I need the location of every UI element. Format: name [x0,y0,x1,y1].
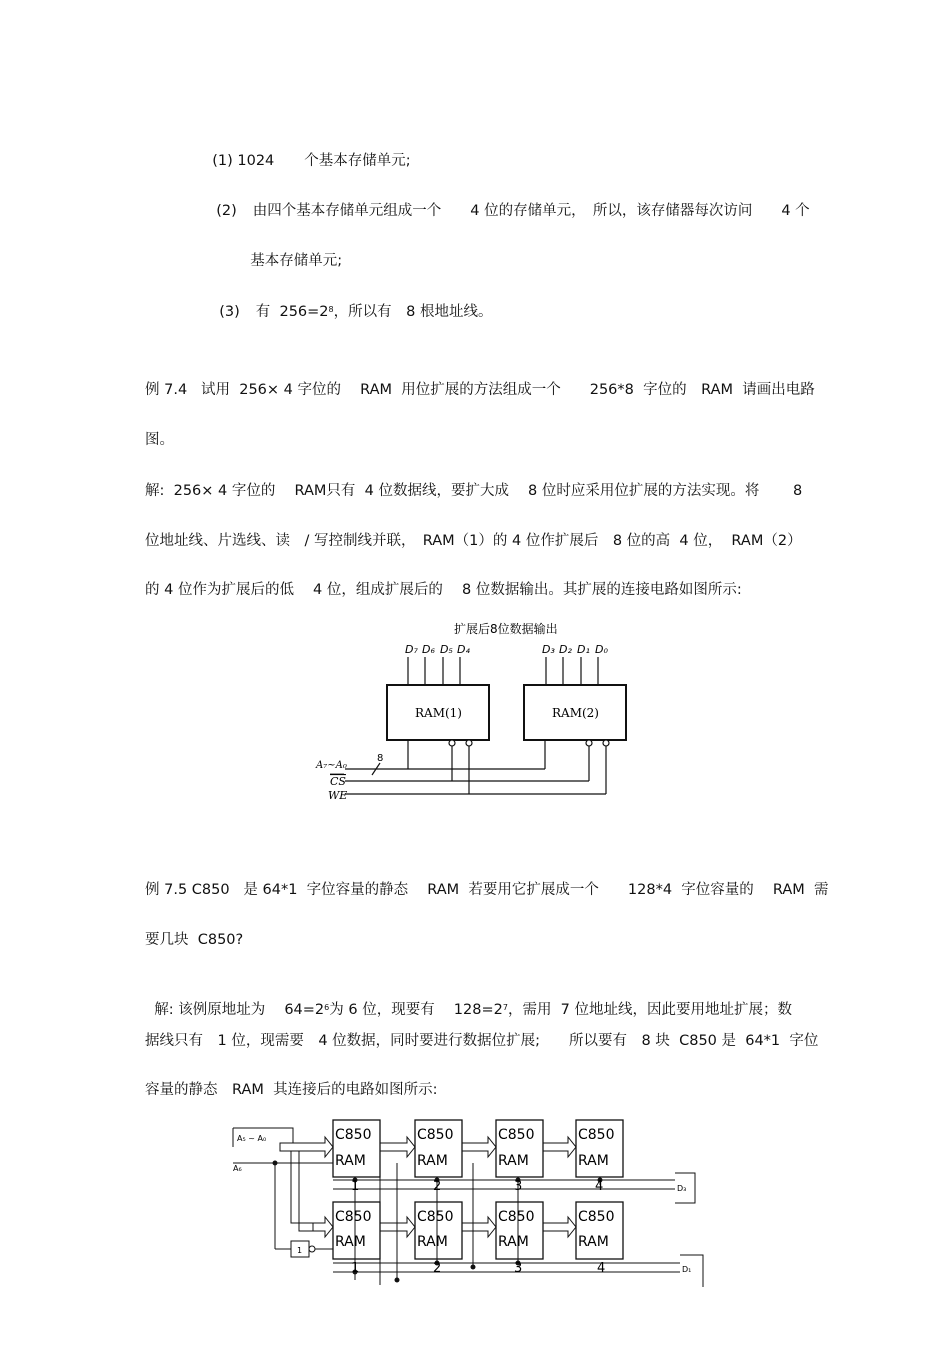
not-gate-label: 1 [297,1246,303,1255]
data-label: D₀ [595,643,608,656]
item-text: 由四个基本存储单元组成一个 4 位的存储单元， 所以，该存储器每次访问 4 个 [252,203,810,219]
d1-output-label: D₁ [682,1265,692,1274]
example-7-5-title: 例 7.5 C850 是 64*1 字位容量的静态 RAM 若要用它扩展成一个 128*4 字位容量的 RAM 需 [145,882,829,898]
data-label: D₁ [577,643,590,656]
ram-chip-2-label: RAM(2) [552,706,599,720]
data-label: D₆ [422,643,435,656]
chip-number: 3 [514,1261,523,1276]
example-7-5-solution-1 [145,980,792,1020]
example-7-5-title-cont: 要几块 C850? [145,932,244,948]
chip-number: 2 [433,1261,442,1276]
exponent: 6 [324,1003,330,1012]
data-label: D₂ [559,643,572,656]
item-text-pre: 有 256=2 [255,304,329,320]
chip-name: C850 [335,1127,372,1143]
list-item-2-continued [241,231,342,271]
chip-number: 3 [514,1179,523,1194]
chip-name: C850 [335,1209,372,1225]
data-label: D₅ [440,643,453,656]
chip-number: 1 [351,1261,360,1276]
example-7-4-solution-2: 位地址线、片选线、读 / 写控制线并联， RAM（1）的 4 位作扩展后 8 位的高 4 位， RAM（2） [145,533,802,549]
example-7-4-solution-1: 解: 256× 4 字位的 RAM只有 4 位数据线，要扩大成 8 位时应采用位扩展的方法实现。将 8 [145,483,803,499]
data-label: D₃ [542,643,555,656]
bus-width-label: 8 [377,753,384,764]
chip-type: RAM [578,1234,609,1250]
chip-type: RAM [498,1153,529,1169]
chip-type: RAM [417,1153,448,1169]
list-item-3 [210,282,492,322]
chip-type: RAM [578,1153,609,1169]
exponent: 8 [328,305,334,314]
chip-type: RAM [335,1234,366,1250]
example-7-4-title: 例 7.4 试用 256× 4 字位的 RAM 用位扩展的方法组成一个 256*8 字位的 RAM 请画出电路 [145,382,815,398]
address-label: A₇~A₀ [316,760,347,771]
example-7-5-solution-2: 据线只有 1 位，现需要 4 位数据，同时要进行数据位扩展; 所以要有 8 块 C850 是 64*1 字位 [145,1033,819,1049]
chip-number: 2 [433,1179,442,1194]
ram-chip-1-label: RAM(1) [415,706,462,720]
item-number: (2) [216,203,237,219]
chip-number: 1 [351,1179,360,1194]
we-label: WE [328,789,348,802]
cs-label: CS [330,775,346,788]
bit-expansion-figure [300,615,640,810]
bit-expansion-diagram [300,615,640,810]
chip-name: C850 [417,1127,454,1143]
chip-name: C850 [498,1209,535,1225]
item-text: 个基本存储单元; [304,153,411,169]
chip-name: C850 [417,1209,454,1225]
chip-type: RAM [417,1234,448,1250]
data-label: D₄ [457,643,470,656]
example-7-4-title-cont: 图。 [145,432,174,448]
chip-number: 4 [595,1179,604,1194]
example-7-4-solution-3: 的 4 位作为扩展后的低 4 位，组成扩展后的 8 位数据输出。其扩展的连接电路如图所示: [145,582,742,598]
item-number: (3) [219,304,240,320]
chip-type: RAM [498,1234,529,1250]
d3-output-label: D₃ [677,1184,687,1193]
chip-number: 4 [597,1261,606,1276]
a6-label: A₆ [233,1164,242,1173]
example-7-5-solution-3: 容量的静态 RAM 其连接后的电路如图所示: [145,1082,438,1098]
data-label: D₇ [405,643,418,656]
list-item-2 [207,181,810,221]
solution-text: 为 6 位，现要有 128=2 [329,1002,503,1018]
solution-text: 解: 该例原地址为 64=2 [154,1002,325,1018]
chip-type: RAM [335,1153,366,1169]
solution-text: ，需用 7 位地址线，因此要用地址扩展；数 [507,1002,793,1018]
address-bus-label: A₅ ~ A₀ [237,1134,267,1143]
chip-name: C850 [498,1127,535,1143]
chip-name: C850 [578,1209,615,1225]
figure-caption: 扩展后8位数据输出 [454,622,558,636]
list-item-1 [203,131,411,171]
item-text: 基本存储单元; [250,253,343,269]
address-expansion-diagram [225,1115,715,1295]
address-expansion-figure [225,1115,715,1295]
chip-name: C850 [578,1127,615,1143]
item-number: (1) 1024 [212,153,275,169]
item-text-post: ，所以有 8 根地址线。 [333,304,493,320]
exponent: 7 [502,1003,508,1012]
